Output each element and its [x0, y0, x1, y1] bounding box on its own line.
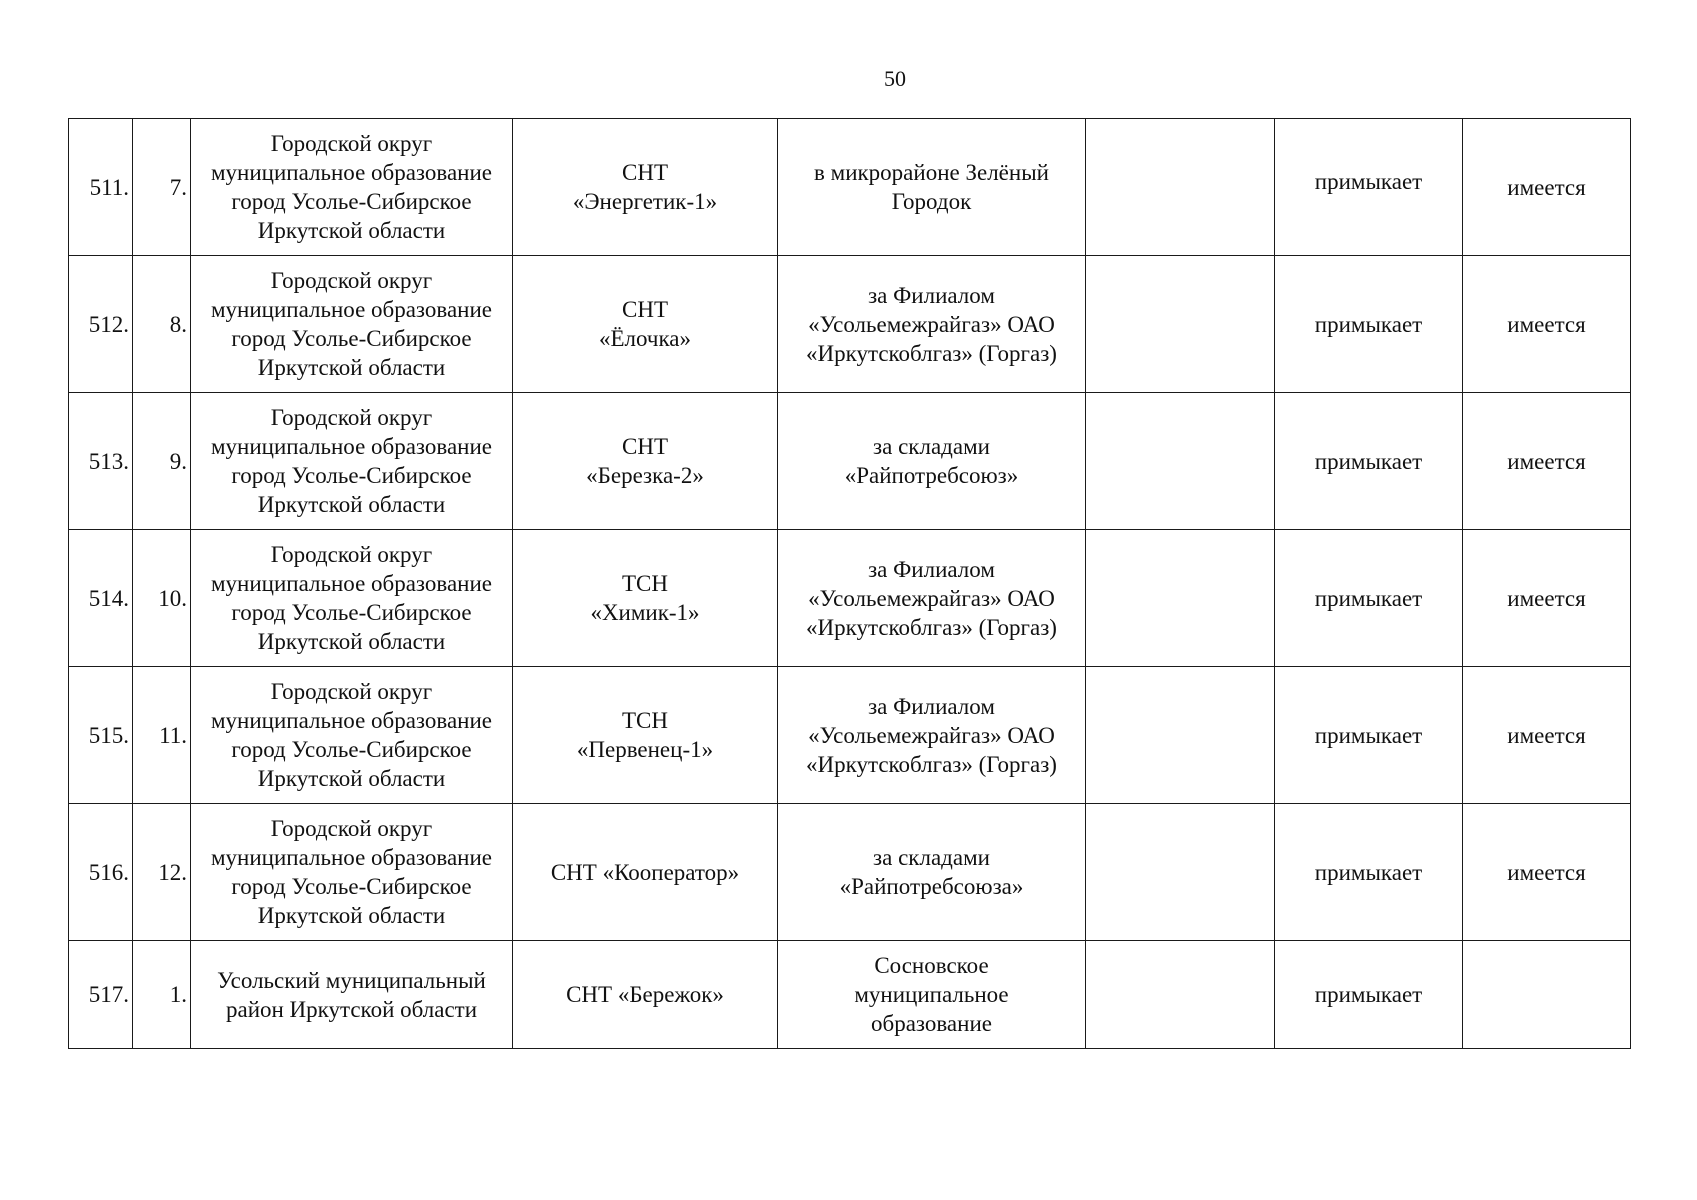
table-row — [69, 256, 1631, 393]
municipality-cell: Городской округ муниципальное образование город Усолье-Сибирское Иркутской области — [191, 804, 513, 941]
row-local-number: 1. — [133, 941, 191, 1049]
row-global-number: 511. — [69, 119, 133, 256]
location-cell: за складами «Райпотребсоюза» — [778, 804, 1086, 941]
availability-cell — [1463, 941, 1631, 1049]
empty-cell — [1086, 667, 1275, 804]
empty-cell — [1086, 941, 1275, 1049]
adjacency-cell: примыкает — [1275, 119, 1463, 256]
availability-cell: имеется — [1463, 393, 1631, 530]
row-local-number: 12. — [133, 804, 191, 941]
empty-cell — [1086, 804, 1275, 941]
organization-cell: СНТ «Березка-2» — [513, 393, 778, 530]
empty-cell — [1086, 393, 1275, 530]
municipality-cell: Городской округ муниципальное образование город Усолье-Сибирское Иркутской области — [191, 667, 513, 804]
municipality-cell: Городской округ муниципальное образование город Усолье-Сибирское Иркутской области — [191, 119, 513, 256]
table-row — [69, 530, 1631, 667]
adjacency-cell: примыкает — [1275, 667, 1463, 804]
organization-cell: ТСН «Химик-1» — [513, 530, 778, 667]
row-global-number: 512. — [69, 256, 133, 393]
availability-cell: имеется — [1463, 119, 1631, 256]
organization-cell: ТСН «Первенец-1» — [513, 667, 778, 804]
availability-cell: имеется — [1463, 804, 1631, 941]
availability-cell: имеется — [1463, 256, 1631, 393]
row-global-number: 515. — [69, 667, 133, 804]
row-global-number: 517. — [69, 941, 133, 1049]
registry-table — [68, 118, 1631, 1049]
organization-cell: СНТ «Кооператор» — [513, 804, 778, 941]
organization-cell: СНТ «Ёлочка» — [513, 256, 778, 393]
organization-cell: СНТ «Бережок» — [513, 941, 778, 1049]
location-cell: Сосновское муниципальное образование — [778, 941, 1086, 1049]
table-row — [69, 941, 1631, 1049]
row-local-number: 10. — [133, 530, 191, 667]
empty-cell — [1086, 530, 1275, 667]
table-row — [69, 119, 1631, 256]
adjacency-cell: примыкает — [1275, 530, 1463, 667]
municipality-cell: Городской округ муниципальное образование город Усолье-Сибирское Иркутской области — [191, 256, 513, 393]
adjacency-cell: примыкает — [1275, 256, 1463, 393]
location-cell: в микрорайоне Зелёный Городок — [778, 119, 1086, 256]
adjacency-cell: примыкает — [1275, 393, 1463, 530]
location-cell: за Филиалом «Усольемежрайгаз» ОАО «Иркутскоблгаз» (Горгаз) — [778, 256, 1086, 393]
availability-cell: имеется — [1463, 530, 1631, 667]
municipality-cell: Городской округ муниципальное образование город Усолье-Сибирское Иркутской области — [191, 393, 513, 530]
empty-cell — [1086, 119, 1275, 256]
row-global-number: 514. — [69, 530, 133, 667]
page-number: 50 — [884, 66, 906, 91]
location-cell: за складами «Райпотребсоюз» — [778, 393, 1086, 530]
municipality-cell: Усольский муниципальный район Иркутской области — [191, 941, 513, 1049]
table-row — [69, 804, 1631, 941]
availability-cell: имеется — [1463, 667, 1631, 804]
row-global-number: 513. — [69, 393, 133, 530]
adjacency-cell: примыкает — [1275, 804, 1463, 941]
registry-table-container — [68, 118, 1631, 1049]
location-cell: за Филиалом «Усольемежрайгаз» ОАО «Иркутскоблгаз» (Горгаз) — [778, 667, 1086, 804]
municipality-cell: Городской округ муниципальное образование город Усолье-Сибирское Иркутской области — [191, 530, 513, 667]
row-local-number: 11. — [133, 667, 191, 804]
row-global-number: 516. — [69, 804, 133, 941]
table-row — [69, 667, 1631, 804]
row-local-number: 9. — [133, 393, 191, 530]
row-local-number: 7. — [133, 119, 191, 256]
adjacency-cell: примыкает — [1275, 941, 1463, 1049]
row-local-number: 8. — [133, 256, 191, 393]
organization-cell: СНТ «Энергетик-1» — [513, 119, 778, 256]
location-cell: за Филиалом «Усольемежрайгаз» ОАО «Иркутскоблгаз» (Горгаз) — [778, 530, 1086, 667]
empty-cell — [1086, 256, 1275, 393]
table-row — [69, 393, 1631, 530]
